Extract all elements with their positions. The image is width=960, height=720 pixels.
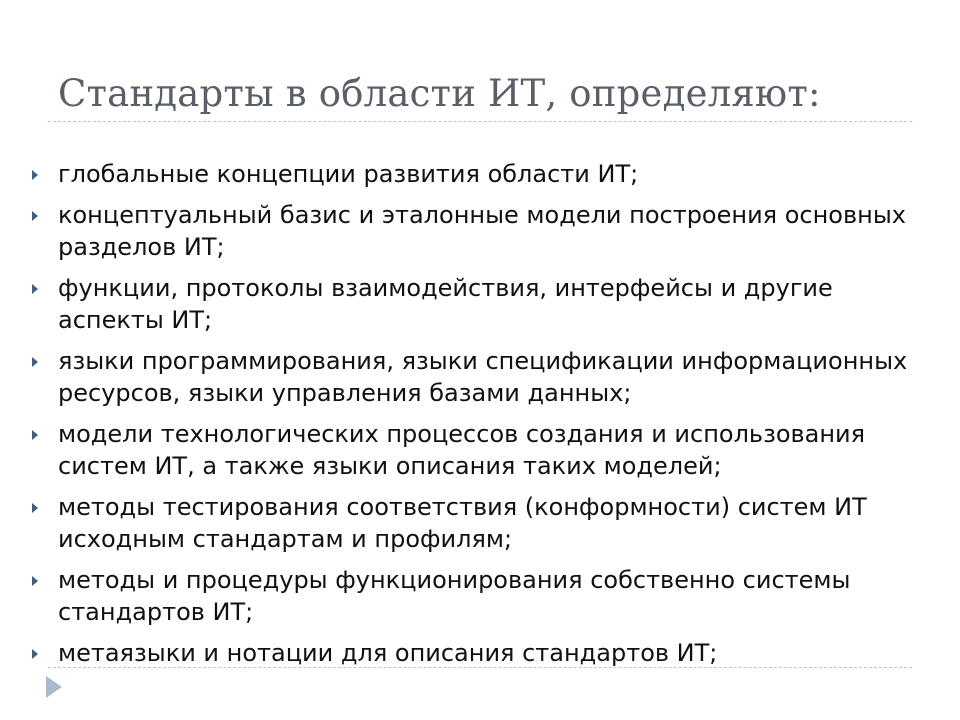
list-item	[32, 199, 912, 263]
list-item	[32, 345, 912, 409]
list-item	[32, 564, 912, 628]
list-item-text: методы и процедуры функционирования собственно системы стандартов ИТ;	[58, 566, 851, 626]
list-item-text: языки программирования, языки спецификации информационных ресурсов, языки управления базами данных;	[58, 347, 908, 407]
list-item	[32, 158, 912, 190]
list-item	[32, 491, 912, 555]
corner-arrow-icon	[46, 676, 62, 698]
bullet-arrow-icon	[32, 211, 38, 221]
list-item	[32, 418, 912, 482]
bullet-arrow-icon	[32, 503, 38, 513]
list-item	[32, 637, 912, 669]
bullet-arrow-icon	[32, 284, 38, 294]
list-item-text: методы тестирования соответствия (конформности) систем ИТ исходным стандартам и профилям;	[58, 493, 867, 553]
list-item-text: модели технологических процессов создания и использования систем ИТ, а также языки описания таких моделей;	[58, 420, 866, 480]
list-item-text: функции, протоколы взаимодействия, интерфейсы и другие аспекты ИТ;	[58, 274, 833, 334]
list-item-text: концептуальный базис и эталонные модели построения основных разделов ИТ;	[58, 201, 906, 261]
footer-divider	[48, 667, 912, 668]
bullet-arrow-icon	[32, 357, 38, 367]
title-divider	[48, 121, 912, 122]
bullet-arrow-icon	[32, 170, 38, 180]
list-item-text: метаязыки и нотации для описания стандартов ИТ;	[58, 639, 718, 667]
bullet-arrow-icon	[32, 649, 38, 659]
list-item	[32, 272, 912, 336]
bullet-list	[32, 158, 912, 678]
slide-title: Стандарты в области ИТ, определяют:	[58, 72, 821, 115]
list-item-text: глобальные концепции развития области ИТ;	[58, 160, 639, 188]
bullet-arrow-icon	[32, 576, 38, 586]
bullet-arrow-icon	[32, 430, 38, 440]
